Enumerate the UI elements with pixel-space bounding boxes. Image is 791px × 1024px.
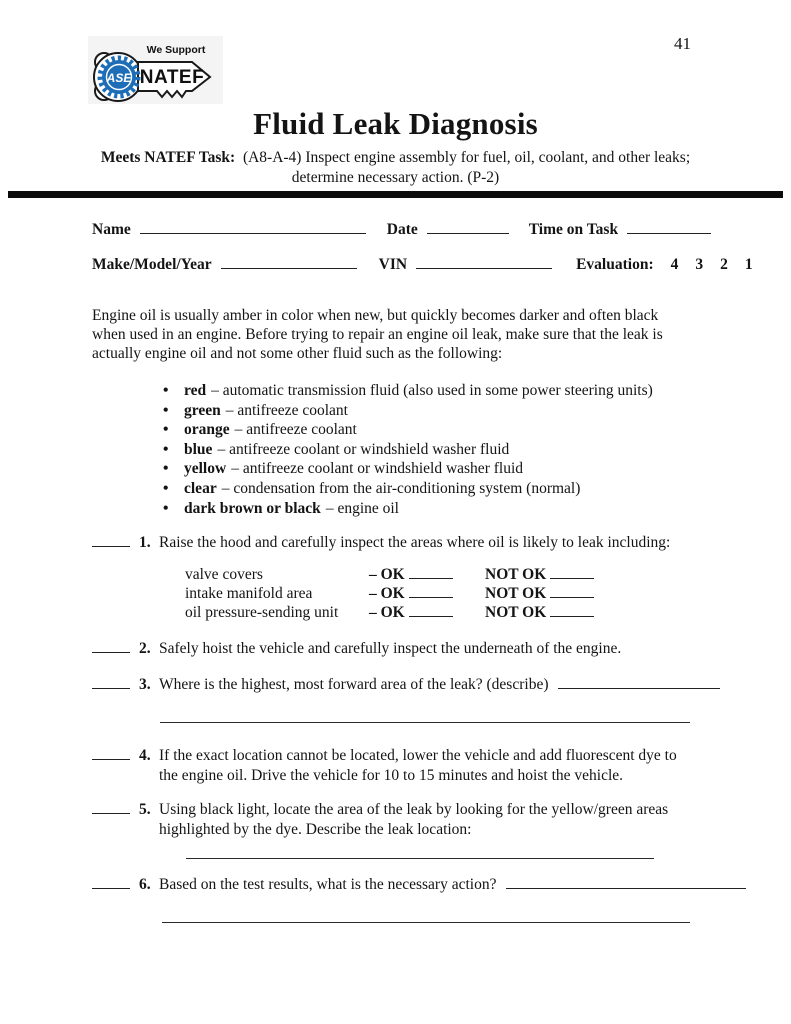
inspection-area-label: oil pressure-sending unit [185, 604, 339, 621]
step-1-text: Raise the hood and carefully inspect the areas where oil is likely to leak including: [159, 534, 671, 551]
fluid-term: blue [184, 440, 213, 458]
not-ok-blank-line [550, 585, 594, 598]
natef-task-line2: determine necessary action. (P-2) [291, 168, 500, 186]
divider-rule [8, 191, 783, 198]
time-on-task-blank-line [627, 219, 711, 234]
step-6-answer-line-2 [162, 922, 690, 923]
intro-line-3: actually engine oil and not some other fluid such as the following: [92, 345, 503, 362]
fluid-term: green [184, 401, 221, 419]
step-3-answer-blank [558, 674, 720, 689]
fluid-desc: – antifreeze coolant [225, 401, 348, 419]
step-4-text-line2: the engine oil. Drive the vehicle for 10 to 15 minutes and hoist the vehicle. [159, 766, 624, 784]
fluid-color-list [184, 381, 653, 518]
table-row [185, 584, 594, 603]
natef-task-line1 [0, 148, 791, 168]
fluid-desc: – antifreeze coolant or windshield washer fluid [231, 460, 524, 478]
inspection-area-label: valve covers [185, 566, 263, 583]
evaluation-score-4: 4 [670, 256, 679, 273]
logo-ase-text: ASE [106, 71, 132, 85]
natef-task-block [0, 148, 791, 187]
list-item [184, 459, 653, 479]
fluid-term: red [184, 382, 207, 399]
ok-blank-line [409, 585, 453, 598]
list-item [184, 381, 653, 401]
fluid-desc: – antifreeze coolant [234, 421, 357, 439]
natef-task-label: Meets NATEF Task: [100, 149, 236, 166]
name-label: Name [92, 221, 131, 238]
natef-logo [88, 36, 223, 104]
list-item [184, 499, 653, 519]
fluid-desc: – condensation from the air-conditioning system (normal) [221, 479, 581, 497]
not-ok-label: NOT OK [485, 566, 547, 583]
date-label: Date [386, 221, 418, 238]
step-3-checkoff-blank [92, 674, 130, 689]
page-number: 41 [674, 34, 691, 53]
natef-task-text: (A8-A-4) Inspect engine assembly for fuel, oil, coolant, and other leaks; [242, 149, 691, 166]
step-5-answer-line [186, 858, 654, 859]
step-6-checkoff-blank [92, 874, 130, 889]
table-row [185, 565, 594, 584]
time-on-task-label: Time on Task [528, 221, 619, 238]
step-5-number: 5. [139, 801, 151, 818]
step-3-number: 3. [139, 676, 151, 693]
vin-blank-line [416, 254, 552, 269]
fluid-desc: – antifreeze coolant or windshield washer fluid [217, 440, 510, 458]
step-1-number: 1. [139, 534, 151, 551]
intro-line-1: Engine oil is usually amber in color when new, but quickly becomes darker and often black [92, 307, 659, 324]
fluid-desc: – automatic transmission fluid (also used in some power steering units) [211, 382, 653, 399]
step-4-number: 4. [139, 747, 151, 764]
ok-blank-line [409, 566, 453, 579]
list-item [184, 420, 653, 440]
step-6-text: Based on the test results, what is the necessary action? [159, 876, 497, 893]
name-date-time-row [92, 219, 711, 239]
step-5 [92, 799, 668, 839]
step-5-text-line1: Using black light, locate the area of the leak by looking for the yellow/green areas [159, 801, 669, 818]
table-row [185, 603, 594, 622]
key-logo-graphic [88, 36, 223, 104]
logo-natef-text: NATEF [139, 67, 205, 88]
date-blank-line [427, 219, 509, 234]
list-item [184, 440, 653, 460]
fluid-term: clear [184, 479, 217, 497]
evaluation-label: Evaluation: [576, 256, 654, 273]
step-4 [92, 745, 677, 785]
logo-we-support-text: We Support [146, 44, 206, 56]
ok-label: – OK [369, 566, 405, 583]
evaluation-score-3: 3 [695, 256, 704, 273]
step-6-answer-blank [506, 874, 746, 889]
step-4-checkoff-blank [92, 745, 130, 760]
not-ok-blank-line [550, 604, 594, 617]
list-item [184, 401, 653, 421]
step-2-text: Safely hoist the vehicle and carefully inspect the underneath of the engine. [159, 640, 622, 657]
step-5-checkoff-blank [92, 799, 130, 814]
step-5-text-line2: highlighted by the dye. Describe the leak location: [159, 820, 472, 838]
fluid-term: yellow [184, 460, 227, 478]
make-model-year-blank-line [221, 254, 357, 269]
step-2 [92, 638, 621, 659]
intro-line-2: when used in an engine. Before trying to repair an engine oil leak, make sure that the leak is [92, 326, 663, 343]
step-3-answer-line-2 [160, 722, 690, 723]
ok-label: – OK [369, 604, 405, 621]
step-1-checkoff-blank [92, 532, 130, 547]
fluid-desc: – engine oil [325, 499, 399, 517]
make-vin-evaluation-row [92, 254, 753, 274]
name-blank-line [140, 219, 366, 234]
vin-label: VIN [378, 256, 408, 273]
step-1 [92, 532, 670, 553]
step-6-number: 6. [139, 876, 151, 893]
evaluation-score-2: 2 [720, 256, 728, 273]
step-6 [92, 874, 746, 895]
step-2-number: 2. [139, 640, 151, 657]
list-item [184, 479, 653, 499]
not-ok-label: NOT OK [485, 604, 547, 621]
ok-blank-line [409, 604, 453, 617]
not-ok-blank-line [550, 566, 594, 579]
ok-label: – OK [369, 585, 405, 602]
not-ok-label: NOT OK [485, 585, 547, 602]
make-model-year-label: Make/Model/Year [92, 256, 212, 273]
step-3 [92, 674, 720, 695]
inspection-area-label: intake manifold area [185, 585, 313, 602]
evaluation-score-1: 1 [744, 256, 753, 273]
step-4-text-line1: If the exact location cannot be located, lower the vehicle and add fluorescent dye to [159, 747, 677, 764]
worksheet-title: Fluid Leak Diagnosis [253, 106, 538, 141]
fluid-term: orange [184, 421, 230, 439]
intro-paragraph [92, 306, 722, 363]
inspection-table [185, 565, 594, 622]
fluid-term: dark brown or black [184, 499, 321, 517]
step-2-checkoff-blank [92, 638, 130, 653]
step-3-text: Where is the highest, most forward area of the leak? (describe) [159, 676, 549, 693]
